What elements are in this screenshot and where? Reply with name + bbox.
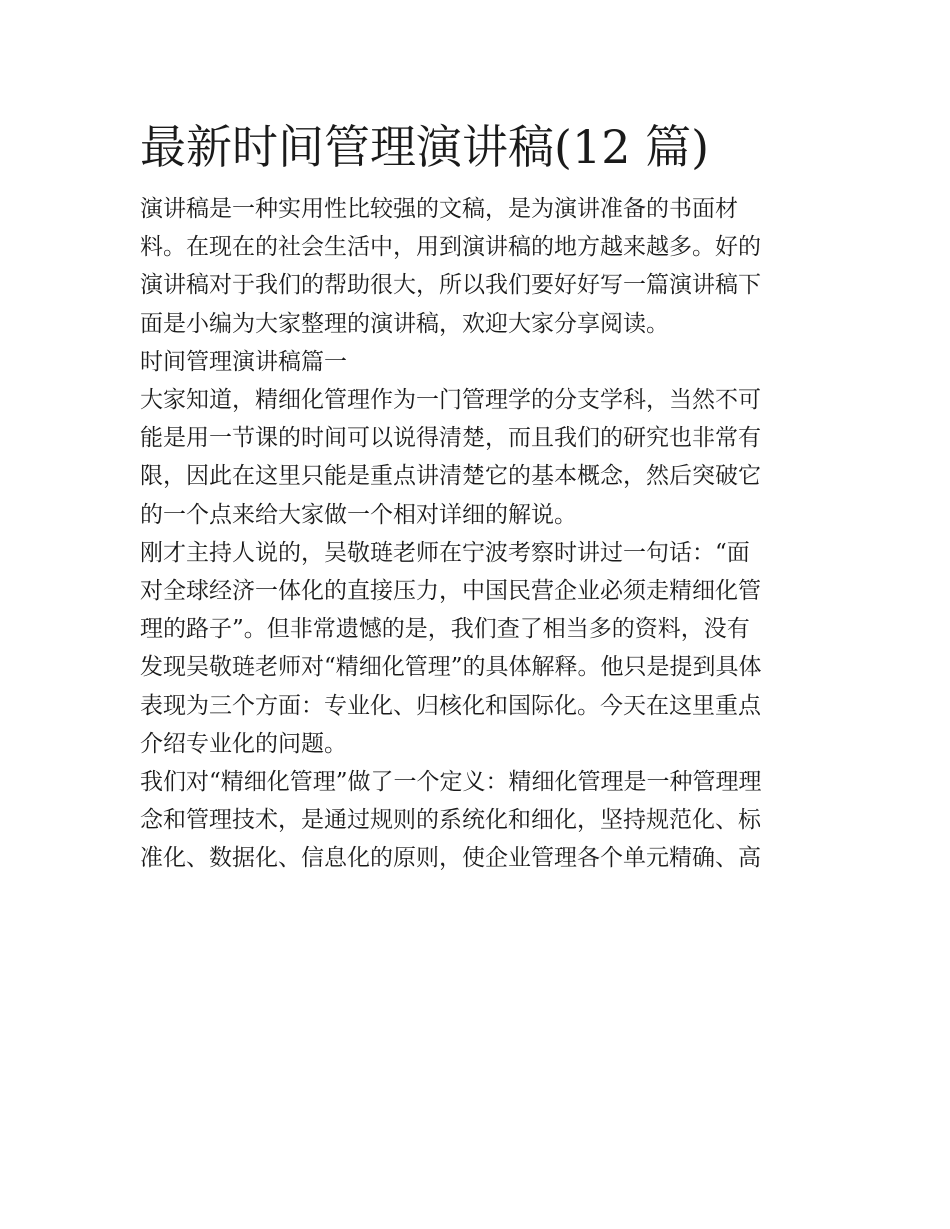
text-line: 理的路子”。但非常遗憾的是，我们查了相当多的资料，没有 (140, 616, 750, 643)
paragraph-body-1 (140, 381, 820, 534)
text-line: 时间管理演讲稿篇一 (140, 348, 347, 375)
text-line: 介绍专业化的问题。 (140, 730, 347, 757)
text-line: 限，因此在这里只能是重点讲清楚它的基本概念，然后突破它 (140, 463, 761, 490)
text-line: 刚才主持人说的，吴敬琏老师在宁波考察时讲过一句话：“面 (140, 539, 750, 566)
text-line: 大家知道，精细化管理作为一门管理学的分支学科，当然不可 (140, 387, 761, 414)
text-line: 表现为三个方面：专业化、归核化和国际化。今天在这里重点 (140, 692, 761, 719)
text-line: 对全球经济一体化的直接压力，中国民营企业必须走精细化管 (140, 578, 761, 605)
text-line: 面是小编为大家整理的演讲稿，欢迎大家分享阅读。 (140, 310, 669, 337)
document-title: 最新时间管理演讲稿(12 篇) (140, 120, 710, 174)
text-line: 发现吴敬琏老师对“精细化管理”的具体解释。他只是提到具体 (140, 654, 762, 681)
paragraph-intro (140, 190, 820, 343)
paragraph-body-3 (140, 763, 820, 878)
text-line: 我们对“精细化管理”做了一个定义：精细化管理是一种管理理 (140, 769, 762, 796)
text-line: 准化、数据化、信息化的原则，使企业管理各个单元精确、高 (140, 845, 761, 872)
paragraph-body-2 (140, 534, 820, 763)
section-heading (140, 343, 820, 381)
text-line: 的一个点来给大家做一个相对详细的解说。 (140, 501, 577, 528)
text-line: 演讲稿对于我们的帮助很大，所以我们要好好写一篇演讲稿下 (140, 272, 761, 299)
document-page (140, 112, 820, 878)
text-line: 念和管理技术，是通过规则的系统化和细化，坚持规范化、标 (140, 807, 761, 834)
text-line: 料。在现在的社会生活中，用到演讲稿的地方越来越多。好的 (140, 234, 761, 261)
text-line: 能是用一节课的时间可以说得清楚，而且我们的研究也非常有 (140, 425, 761, 452)
text-line: 演讲稿是一种实用性比较强的文稿，是为演讲准备的书面材 (140, 196, 738, 222)
